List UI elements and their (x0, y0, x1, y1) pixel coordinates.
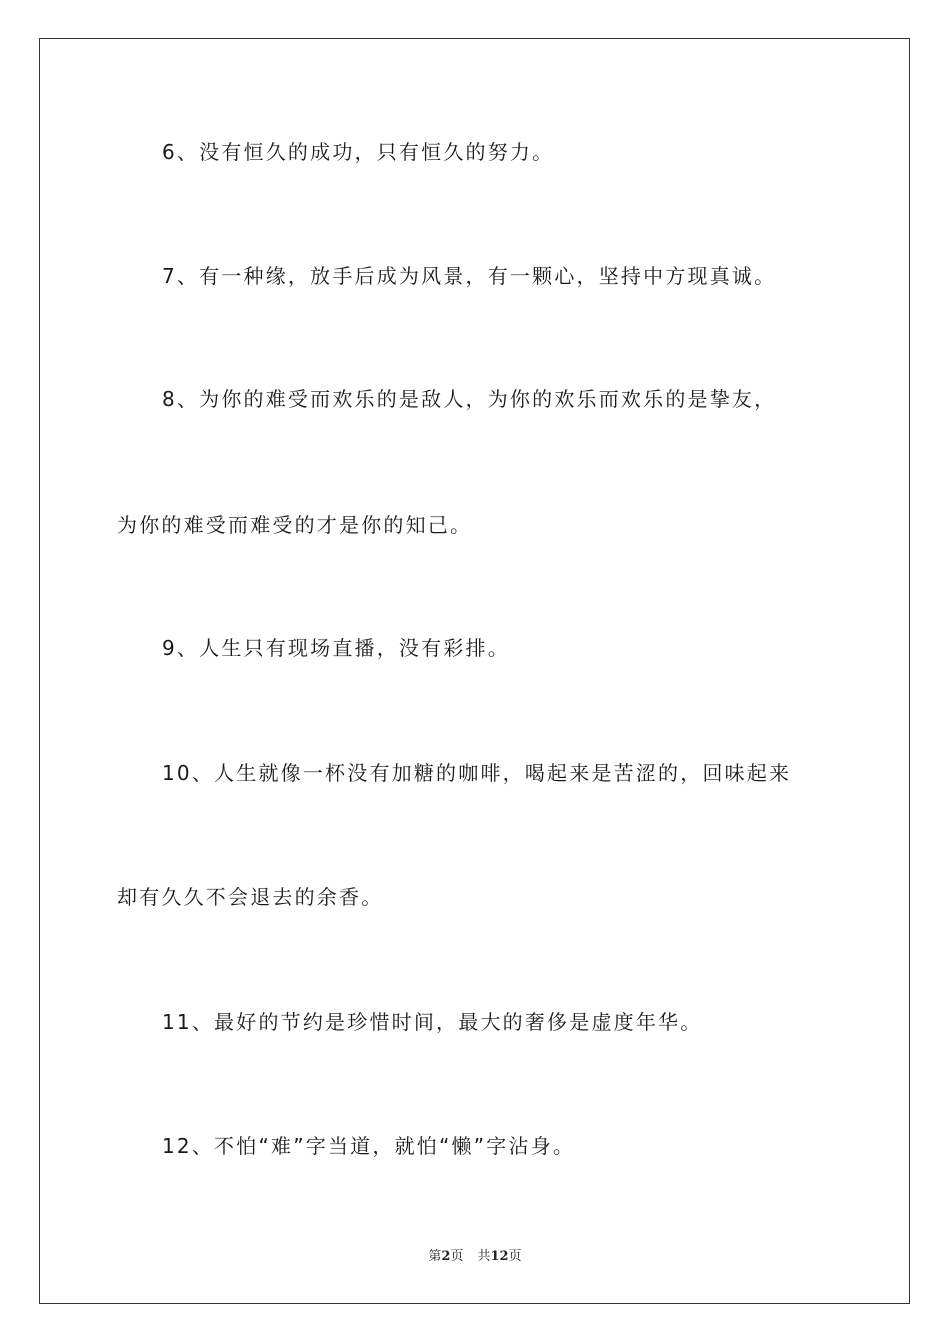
paragraph-12: 12、不怕“难”字当道，就怕“懒”字沾身。 (162, 1134, 576, 1158)
paragraph-9: 9、人生只有现场直播，没有彩排。 (162, 636, 510, 660)
footer-page-suffix: 页 (450, 1249, 464, 1264)
paragraph-7: 7、有一种缘，放手后成为风景，有一颗心，坚持中方现真诚。 (162, 264, 777, 288)
footer-total-prefix: 共 (477, 1249, 491, 1264)
footer-page-number: 2 (441, 1249, 451, 1264)
paragraph-8-line-2: 为你的难受而难受的才是你的知己。 (117, 513, 473, 537)
page-frame (39, 38, 910, 1304)
paragraph-8-line-1: 8、为你的难受而欢乐的是敌人，为你的欢乐而欢乐的是挚友， (162, 387, 777, 411)
paragraph-10-line-2: 却有久久不会退去的余香。 (117, 885, 384, 909)
footer-total-number: 12 (490, 1249, 509, 1264)
paragraph-10-line-1: 10、人生就像一杯没有加糖的咖啡，喝起来是苦涩的，回味起来 (162, 761, 792, 785)
footer-page-prefix: 第 (428, 1249, 442, 1264)
footer-total-suffix: 页 (508, 1249, 522, 1264)
paragraph-6: 6、没有恒久的成功，只有恒久的努力。 (162, 140, 555, 164)
paragraph-11: 11、最好的节约是珍惜时间，最大的奢侈是虚度年华。 (162, 1010, 703, 1034)
page-footer (0, 1249, 950, 1265)
